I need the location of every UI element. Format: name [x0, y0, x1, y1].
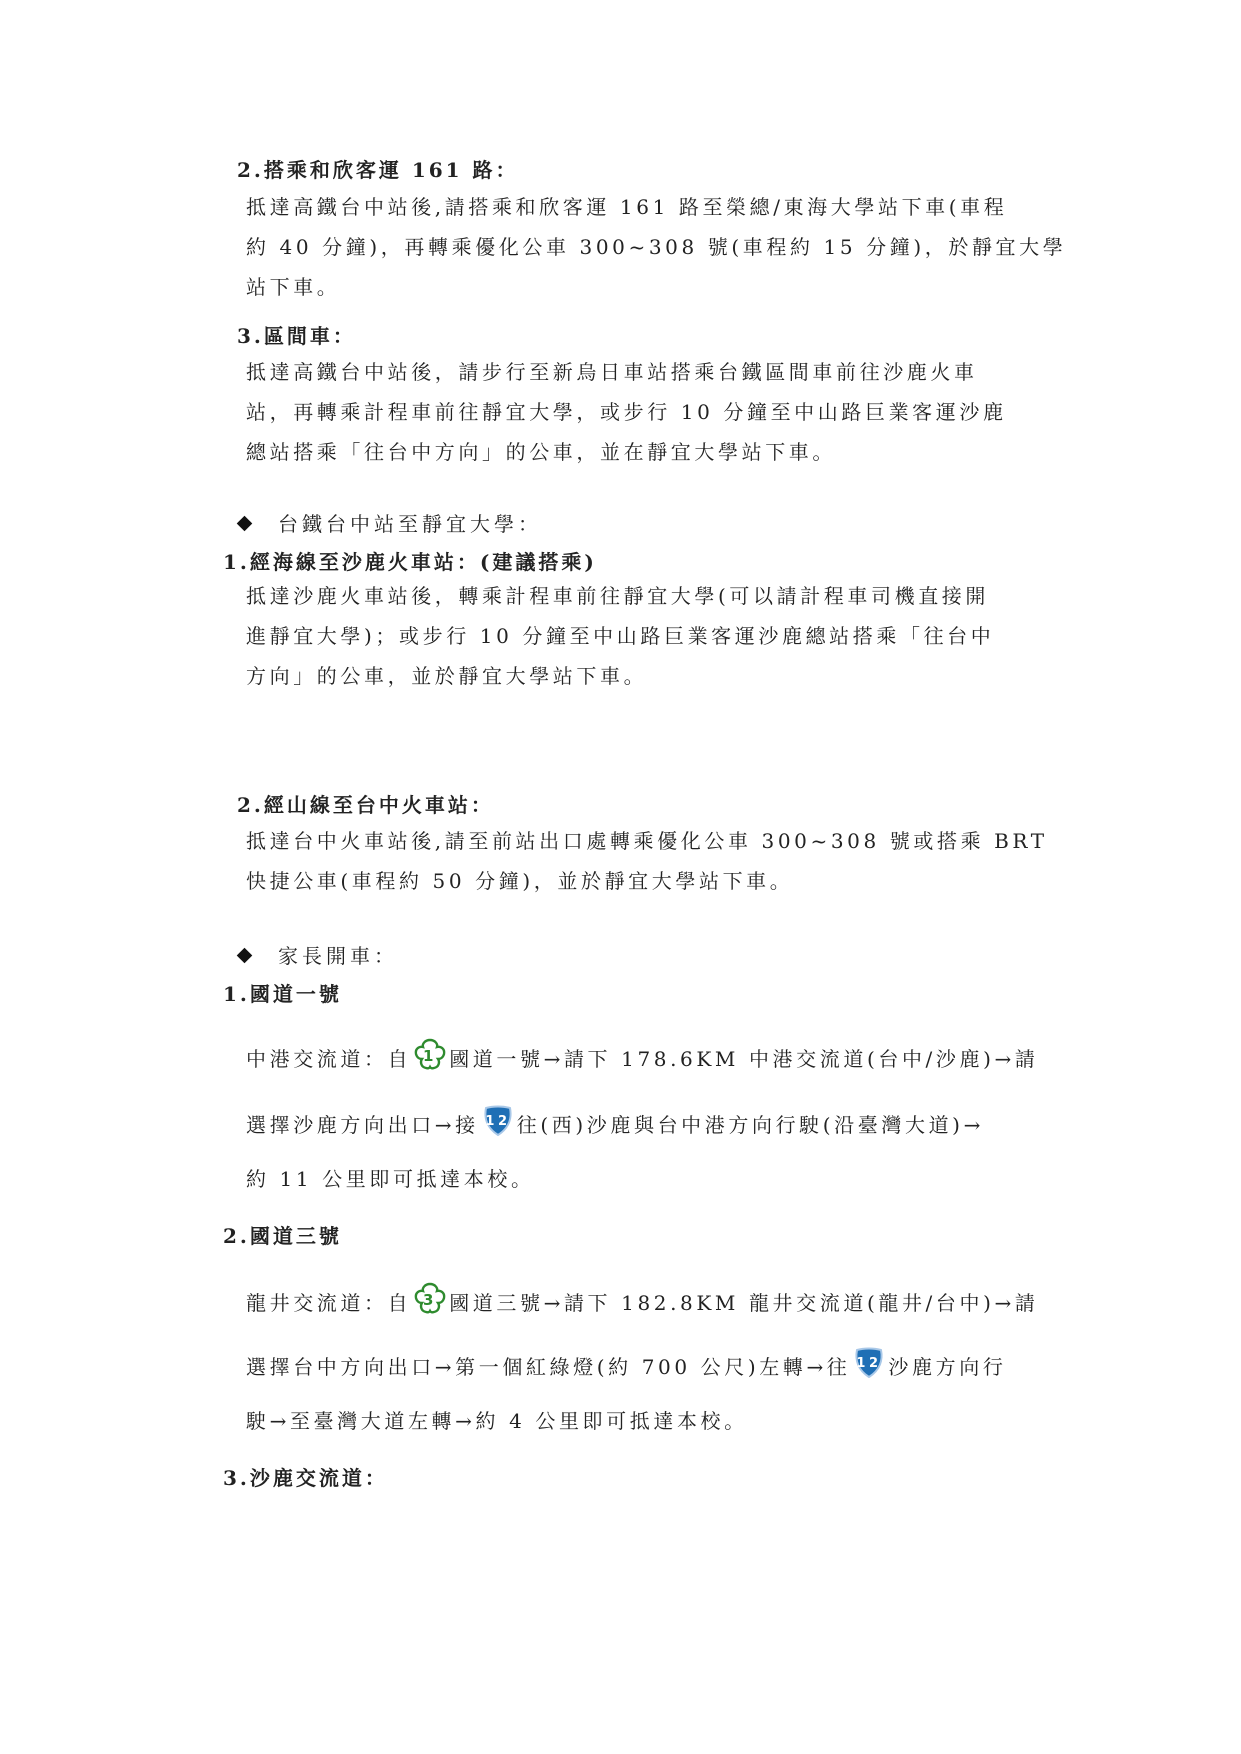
route-text: 沙鹿方向行	[888, 1355, 1007, 1379]
text-line: 抵達高鐵台中站後,請搭乘和欣客運 161 路至榮總/東海大學站下車(車程	[246, 195, 1008, 219]
text-line: 抵達台中火車站後,請至前站出口處轉乘優化公車 300~308 號或搭乘 BRT	[246, 829, 1048, 853]
heading-sea-line: 1.經海線至沙鹿火車站：(建議搭乘)	[223, 550, 597, 574]
route-text: 國道三號→請下 182.8KM 龍井交流道(龍井/台中)→請	[449, 1291, 1039, 1315]
route-line	[246, 1405, 748, 1434]
route-12-number: 12	[856, 1356, 883, 1371]
heading-freeway-1: 1.國道一號	[223, 982, 342, 1006]
route-text: 往(西)沙鹿與台中港方向行駛(沿臺灣大道)→	[516, 1113, 984, 1137]
heading-local-train: 3.區間車：	[237, 324, 356, 348]
route-line	[246, 1038, 1038, 1072]
route-text: 選擇台中方向出口→第一個紅綠燈(約 700 公尺)左轉→往	[246, 1355, 851, 1379]
freeway-1-icon	[413, 1038, 447, 1072]
diamond-bullet-icon	[237, 516, 253, 532]
text-line: 抵達沙鹿火車站後，轉乘計程車前往靜宜大學(可以請計程車司機直接開	[246, 584, 990, 608]
route-line	[246, 1163, 535, 1192]
heading-shalu-interchange: 3.沙鹿交流道：	[223, 1466, 388, 1490]
bullet-car-section	[239, 940, 398, 969]
route-12-icon	[852, 1346, 886, 1380]
bullet-label: 家長開車：	[278, 944, 398, 968]
route-12-icon	[481, 1104, 515, 1138]
route-text: 中港交流道：自	[246, 1047, 412, 1071]
heading-freeway-3: 2.國道三號	[223, 1224, 342, 1248]
text-line: 抵達高鐵台中站後，請步行至新烏日車站搭乘台鐵區間車前往沙鹿火車	[246, 360, 978, 384]
route-text: 駛→至臺灣大道左轉→約 4 公里即可抵達本校。	[246, 1409, 748, 1433]
text-line: 快捷公車(車程約 50 分鐘)，並於靜宜大學站下車。	[246, 869, 794, 893]
paragraph-sea-line	[246, 576, 994, 696]
text-line: 約 40 分鐘)，再轉乘優化公車 300~308 號(車程約 15 分鐘)，於靜宜大學	[246, 235, 1067, 259]
route-line	[246, 1346, 1006, 1380]
route-text: 選擇沙鹿方向出口→接	[246, 1113, 479, 1137]
paragraph-local-train	[246, 352, 1007, 472]
bullet-tra-section	[239, 508, 542, 537]
route-line	[246, 1104, 984, 1138]
paragraph-mountain-line	[246, 821, 1048, 901]
route-text: 約 11 公里即可抵達本校。	[246, 1167, 535, 1191]
text-line: 站下車。	[246, 275, 341, 299]
route-12-number: 12	[485, 1114, 511, 1129]
paragraph-bus-161	[246, 187, 1066, 307]
heading-mountain-line: 2.經山線至台中火車站：	[237, 793, 494, 817]
text-line: 站，再轉乘計程車前往靜宜大學，或步行 10 分鐘至中山路巨業客運沙鹿	[246, 400, 1007, 424]
bullet-label: 台鐵台中站至靜宜大學：	[278, 512, 542, 536]
route-text: 國道一號→請下 178.6KM 中港交流道(台中/沙鹿)→請	[449, 1047, 1039, 1071]
route-text: 龍井交流道：自	[246, 1291, 412, 1315]
freeway-1-number: 1	[423, 1047, 438, 1065]
text-line: 方向」的公車，並於靜宜大學站下車。	[246, 664, 648, 688]
freeway-3-icon	[413, 1282, 447, 1316]
text-line: 總站搭乘「往台中方向」的公車，並在靜宜大學站下車。	[246, 440, 836, 464]
freeway-3-number: 3	[423, 1291, 438, 1309]
route-line	[246, 1282, 1038, 1316]
diamond-bullet-icon	[237, 948, 253, 964]
heading-bus-161: 2.搭乘和欣客運 161 路：	[237, 158, 519, 182]
text-line: 進靜宜大學)；或步行 10 分鐘至中山路巨業客運沙鹿總站搭乘「往台中	[246, 624, 995, 648]
